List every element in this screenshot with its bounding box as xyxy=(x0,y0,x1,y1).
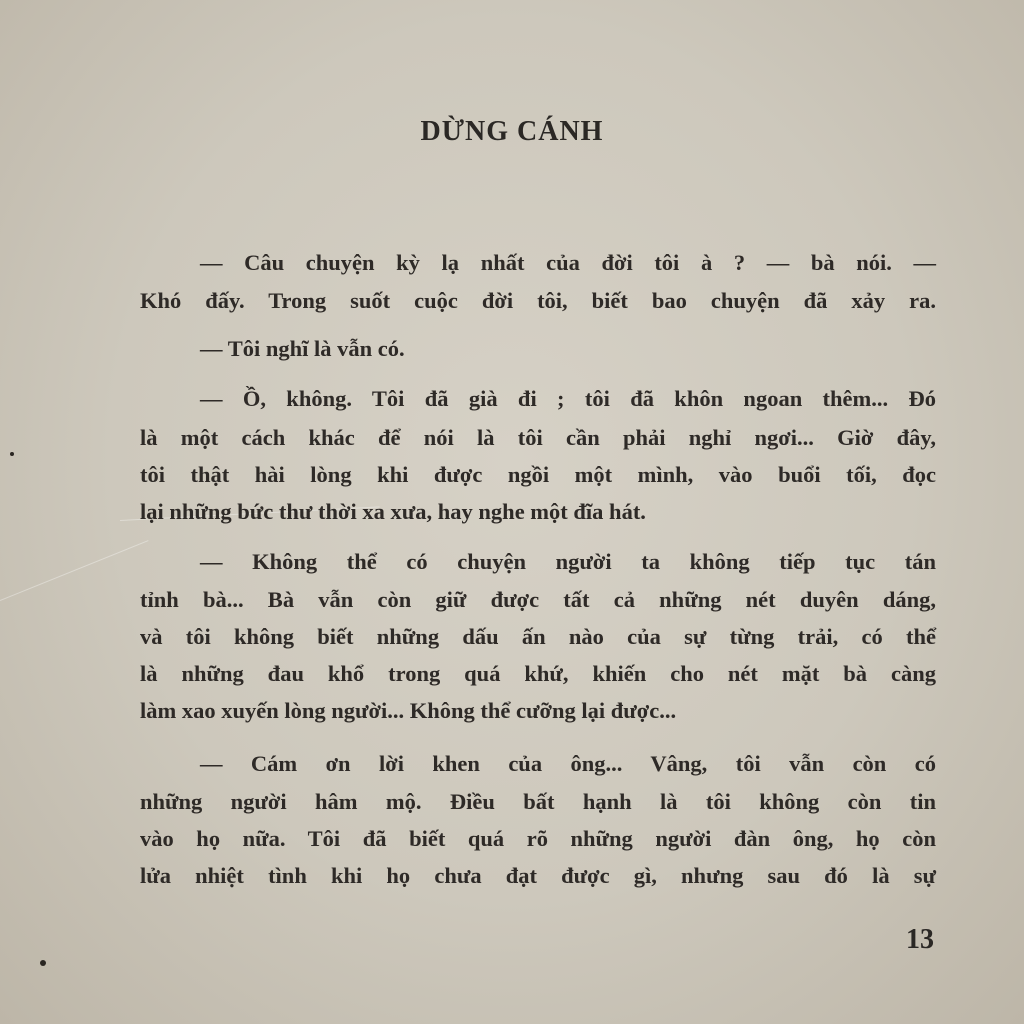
text-line: — Ồ, không. Tôi đã già đi ; tôi đã khôn ngoan thêm... Đó xyxy=(200,386,936,411)
text-line: — Câu chuyện kỳ lạ nhất của đời tôi à ? — bà nói. — xyxy=(200,250,936,275)
text-line: những người hâm mộ. Điều bất hạnh là tôi không còn tin xyxy=(140,789,936,814)
text-line: là những đau khổ trong quá khứ, khiến cho nét mặt bà càng xyxy=(140,661,936,686)
text-line: tôi thật hài lòng khi được ngồi một mình, vào buổi tối, đọc xyxy=(140,462,936,487)
text-line: — Không thể có chuyện người ta không tiếp tục tán xyxy=(200,549,936,574)
chapter-title: DỪNG CÁNH xyxy=(420,116,604,147)
text-line: lại những bức thư thời xa xưa, hay nghe một đĩa hát. xyxy=(140,499,646,524)
ink-speck xyxy=(10,452,14,456)
text-line: Khó đấy. Trong suốt cuộc đời tôi, biết bao chuyện đã xảy ra. xyxy=(140,288,936,313)
text-line: — Tôi nghĩ là vẫn có. xyxy=(200,336,405,361)
text-line: và tôi không biết những dấu ấn nào của sự từng trải, có thể xyxy=(140,624,936,649)
text-line: lửa nhiệt tình khi họ chưa đạt được gì, nhưng sau đó là sự xyxy=(140,863,936,888)
page-number: 13 xyxy=(906,924,934,955)
ink-speck xyxy=(40,960,46,966)
paper-crease xyxy=(0,540,149,601)
text-line: là một cách khác để nói là tôi cần phải nghỉ ngơi... Giờ đây, xyxy=(140,425,936,450)
text-line: tỉnh bà... Bà vẫn còn giữ được tất cả những nét duyên dáng, xyxy=(140,587,936,612)
text-line: làm xao xuyến lòng người... Không thể cưỡng lại được... xyxy=(140,698,677,723)
text-line: vào họ nữa. Tôi đã biết quá rõ những người đàn ông, họ còn xyxy=(140,826,936,851)
text-line: — Cám ơn lời khen của ông... Vâng, tôi vẫn còn có xyxy=(200,751,936,776)
